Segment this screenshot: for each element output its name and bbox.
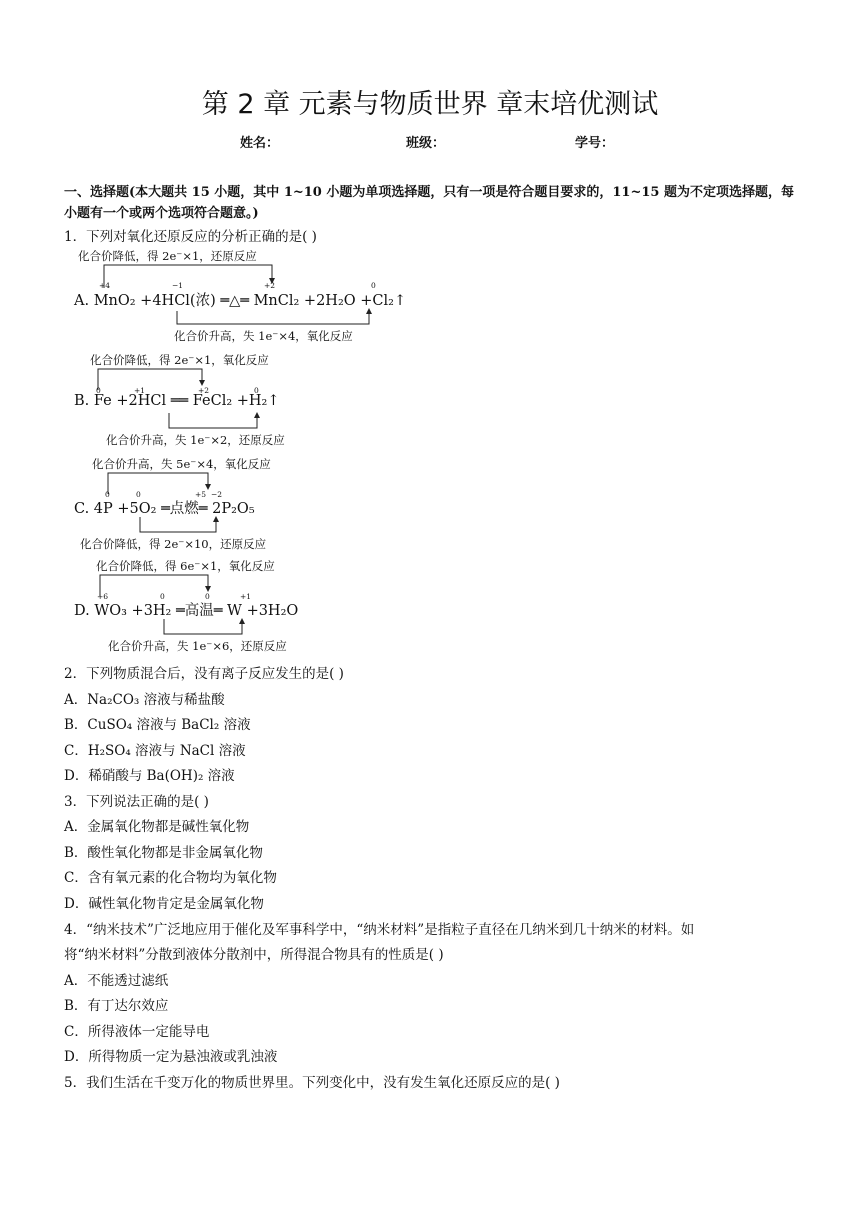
id-label: 学号：	[575, 136, 615, 151]
option-a: A．金属氧化物都是碱性氧化物	[64, 819, 250, 835]
option-a: A．Na₂CO₃ 溶液与稀盐酸	[64, 692, 225, 708]
ox-state: −1	[172, 281, 184, 290]
reaction-c-top-label: 化合价升高，失 5e⁻×4，氧化反应	[92, 457, 271, 471]
reaction-d	[74, 558, 414, 658]
reaction-a	[74, 248, 414, 348]
ox-state: 0	[105, 490, 110, 499]
ox-state: 0	[96, 386, 101, 395]
ox-state: +2	[264, 281, 276, 290]
option-b: B．CuSO₄ 溶液与 BaCl₂ 溶液	[64, 717, 251, 733]
reaction-d-equation: D. WO₃ +3H₂ ═高温═ W +3H₂O	[74, 603, 299, 619]
section-heading: 一、选择题(本大题共 15 小题，其中 1~10 小题为单项选择题，只有一项是符合题目要求的，11~15 题为不定项选择题，每小题有一个或两个选项符合题意。)	[64, 185, 794, 221]
option-c: C．所得液体一定能导电	[64, 1024, 210, 1040]
ox-state: +4	[99, 281, 111, 290]
class-label: 班级：	[406, 136, 446, 151]
ox-state: 0	[136, 490, 141, 499]
ox-state: +6	[97, 592, 109, 601]
question-2-stem: 2．下列物质混合后，没有离子反应发生的是( )	[64, 666, 344, 682]
question-5-stem: 5．我们生活在千变万化的物质世界里。下列变化中，没有发生氧化还原反应的是( )	[64, 1075, 560, 1091]
option-d: D．稀硝酸与 Ba(OH)₂ 溶液	[64, 768, 235, 784]
reaction-c-bottom-label: 化合价降低，得 2e⁻×10，还原反应	[80, 537, 267, 551]
ox-state: 0	[160, 592, 165, 601]
question-3-stem: 3．下列说法正确的是( )	[64, 794, 209, 810]
page-title: 第 2 章 元素与物质世界 章末培优测试	[201, 89, 659, 120]
ox-state: +1	[134, 386, 146, 395]
ox-state: 0	[205, 592, 210, 601]
ox-state: +5	[195, 490, 207, 499]
reaction-b-top-label: 化合价降低，得 2e⁻×1，氧化反应	[90, 353, 269, 367]
name-label: 姓名：	[240, 136, 280, 151]
reaction-c-equation: C. 4P +5O₂ ═点燃═ 2P₂O₅	[74, 501, 255, 517]
option-c: C．H₂SO₄ 溶液与 NaCl 溶液	[64, 743, 246, 759]
ox-state: 0	[371, 281, 376, 290]
reaction-b-bottom-label: 化合价升高，失 1e⁻×2，还原反应	[106, 433, 285, 447]
option-b: B．酸性氧化物都是非金属氧化物	[64, 845, 263, 861]
option-a: A．不能透过滤纸	[64, 973, 169, 989]
ox-state: −2	[211, 490, 223, 499]
option-b: B．有丁达尔效应	[64, 998, 169, 1014]
reaction-c	[74, 456, 414, 556]
question-4-stem-line2: 将“纳米材料”分散到液体分散剂中，所得混合物具有的性质是( )	[64, 947, 444, 963]
question-4-stem-line1: 4．“纳米技术”广泛地应用于催化及军事科学中，“纳米材料”是指粒子直径在几纳米到几十纳米的材料。如	[64, 922, 695, 938]
reaction-a-equation: A. MnO₂ +4HCl(浓) ═△═ MnCl₂ +2H₂O +Cl₂↑	[74, 293, 407, 309]
ox-state: 0	[254, 386, 259, 395]
reaction-d-top-label: 化合价降低，得 6e⁻×1，氧化反应	[96, 559, 275, 573]
reaction-b	[74, 352, 414, 452]
reaction-a-top-label: 化合价降低，得 2e⁻×1，还原反应	[78, 249, 257, 263]
option-d: D．碱性氧化物肯定是金属氧化物	[64, 896, 264, 912]
reaction-a-bottom-label: 化合价升高，失 1e⁻×4，氧化反应	[174, 329, 353, 343]
question-1-stem: 1．下列对氧化还原反应的分析正确的是( )	[64, 229, 317, 245]
ox-state: +1	[240, 592, 252, 601]
reaction-b-equation: B. Fe +2HCl ══ FeCl₂ +H₂↑	[74, 393, 280, 409]
ox-state: +2	[198, 386, 210, 395]
option-c: C．含有氧元素的化合物均为氧化物	[64, 870, 277, 886]
option-d: D．所得物质一定为悬浊液或乳浊液	[64, 1049, 278, 1065]
reaction-d-bottom-label: 化合价升高，失 1e⁻×6，还原反应	[108, 639, 287, 653]
